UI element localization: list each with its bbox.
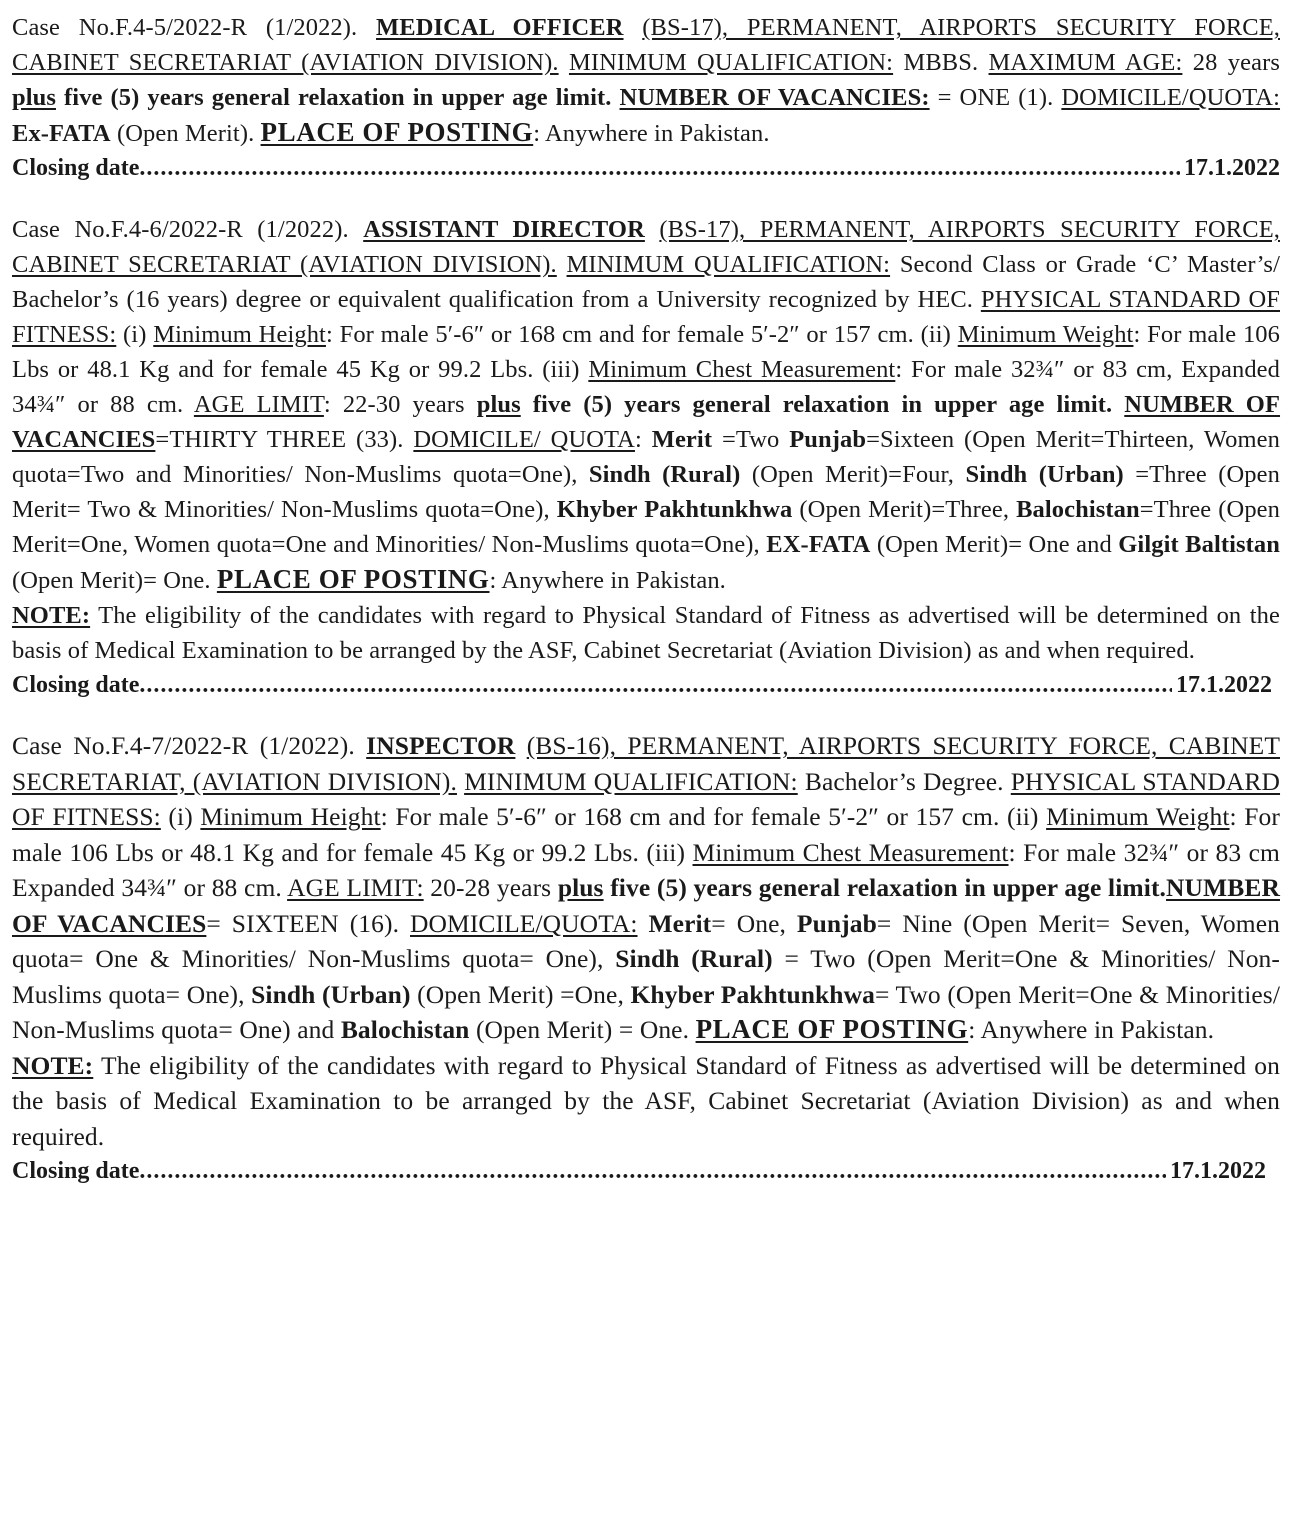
chest-label: Minimum Chest Measurement [588,356,896,383]
min-qualification: Bachelor’s Degree. [804,766,1004,796]
closing-date-label: Closing date [12,155,140,181]
min-qualification: MBBS. [903,49,979,76]
vacancies-label: NUMBER OF VACANCIES: [619,84,930,111]
case-inspector [12,728,1280,1188]
quota-kp: (Open Merit)=Three, [799,496,1010,523]
quota-balochistan-label: Balochistan [1016,496,1140,523]
fitness-item-i: (i) [123,321,147,348]
plus-label: plus [12,84,56,111]
quota-gb-label: Gilgit Baltistan [1118,531,1281,558]
quota-sindh-urban-label: Sindh (Urban) [251,979,411,1009]
weight: : For male 106 Lbs or 48.1 Kg and for female 45 Kg or 99.2 Lbs. (iii) [12,321,1280,383]
quota-sindh-rural: = Two (Open Merit=One & Minorities/ Non-Muslims quota= One), [12,944,1280,1009]
domicile-region: Ex-FATA [12,120,111,147]
leader-dots [139,1154,1166,1188]
closing-date: 17.1.2022 [1184,155,1280,181]
quota-merit: = One, [711,908,786,938]
quota-merit: =Two [721,426,780,453]
case-body [12,10,1280,151]
min-qualification-label: MINIMUM QUALIFICATION: [566,251,891,278]
case-reference: Case No.F.4-6/2022-R (1/2022). [12,216,349,243]
quota-exfata: (Open Merit)= One and [876,531,1112,558]
height: : For male 5′-6″ or 168 cm and for female 5′-2″ or 157 cm. (ii) [380,802,1039,831]
fitness-label: PHYSICAL STANDARD OF FITNESS: [12,286,1280,348]
quota-kp-label: Khyber Pakhtunkhwa [556,496,793,523]
weight-label: Minimum Weight [1046,802,1230,831]
vacancies: = ONE (1). [937,84,1054,111]
quota-sindh-urban: =Three (Open Merit= Two & Minorities/ Non-Muslims quota=One), [12,461,1280,523]
weight: : For male 106 Lbs or 48.1 Kg and for female 45 Kg or 99.2 Lbs. (iii) [12,802,1280,867]
min-qualification: Second Class or Grade ‘C’ Master’s/ Bachelor’s (16 years) degree or equivalent qualification from a University recognized by HEC. [12,251,1280,313]
closing-date-line [12,1154,1280,1188]
closing-date: 17.1.2022 [1170,1158,1266,1184]
quota-sindh-urban: (Open Merit) =One, [417,979,624,1009]
quota-sindh-rural-label: Sindh (Rural) [588,461,741,488]
vacancies-label: NUMBER OF VACANCIES [12,391,1281,453]
quota-kp-label: Khyber Pakhtunkhwa [630,979,875,1009]
age-limit-label: AGE LIMIT [193,391,324,418]
post-title: MEDICAL OFFICER [376,14,624,41]
posting-label: PLACE OF POSTING [216,564,490,594]
note-text: The eligibility of the candidates with regard to Physical Standard of Fitness as advertised will be determined on the basis of Medical Examination to be arranged by the ASF, Cabinet Secretariat (Aviation Division) as and when required. [12,1050,1281,1151]
plus-label: plus [476,391,521,418]
post-title: INSPECTOR [366,731,516,760]
quota-kp: = Two (Open Merit=One & Minorities/ Non-Muslims quota= One) and [12,979,1281,1044]
age-limit: 20-28 years [430,873,552,902]
quota-punjab: =Sixteen (Open Merit=Thirteen, Women quota=Two and Minorities/ Non-Muslims quota=One), [12,426,1280,488]
height: : For male 5′-6″ or 168 cm and for female 5′-2″ or 157 cm. (ii) [325,321,951,348]
posting-label: PLACE OF POSTING [695,1014,969,1044]
quota-merit-label: Merit [648,908,712,938]
post-details: (BS-17), PERMANENT, AIRPORTS SECURITY FORCE, CABINET SECRETARIAT (AVIATION DIVISION). [12,216,1280,278]
quota-punjab: = Nine (Open Merit= Seven, Women quota= One & Minorities/ Non-Muslims quota= One), [12,908,1280,973]
quota-balochistan: =Three (Open Merit=One, Women quota=One and Minorities/ Non-Muslims quota=One), [12,496,1281,558]
max-age-label: MAXIMUM AGE: [988,49,1183,76]
case-reference: Case No.F.4-7/2022-R (1/2022). [12,731,355,760]
domicile-label: DOMICILE/QUOTA: [1061,84,1281,111]
height-label: Minimum Height [200,802,381,831]
height-label: Minimum Height [153,321,326,348]
domicile-label: DOMICILE/ QUOTA [413,426,635,453]
closing-date: 17.1.2022 [1176,672,1272,698]
chest-label: Minimum Chest Measurement [692,837,1009,867]
quota-punjab-label: Punjab [789,426,867,453]
note-text: The eligibility of the candidates with regard to Physical Standard of Fitness as advertised will be determined on the basis of Medical Examination to be arranged by the ASF, Cabinet Secretariat (Aviation Division) as and when required. [12,602,1280,664]
quota-balochistan: (Open Merit) = One. [475,1015,690,1044]
closing-date-label: Closing date [12,672,140,698]
case-assistant-director [12,212,1280,702]
fitness-label: PHYSICAL STANDARD OF FITNESS: [12,766,1281,831]
plus-label: plus [557,873,604,902]
quota-balochistan-label: Balochistan [340,1015,470,1044]
closing-date-label: Closing date [12,1158,140,1184]
quota-sindh-urban-label: Sindh (Urban) [965,461,1124,488]
quota-punjab-label: Punjab [796,908,877,938]
note-paragraph [12,1048,1280,1155]
min-qualification-label: MINIMUM QUALIFICATION: [568,49,894,76]
vacancies: =THIRTY THREE (33). [155,426,404,453]
domicile-label: DOMICILE/QUOTA: [410,908,638,938]
posting: : Anywhere in Pakistan. [968,1015,1215,1044]
vacancies-label: NUMBER OF VACANCIES [12,873,1280,938]
case-reference: Case No.F.4-5/2022-R (1/2022). [12,14,358,41]
quota-sindh-rural-label: Sindh (Rural) [615,944,773,973]
chest: : For male 32¾″ or 83 cm Expanded 34¾″ or 88 cm. [12,837,1280,902]
max-age: 28 years [1192,49,1280,76]
posting: : Anywhere in Pakistan. [533,120,770,147]
note-label: NOTE: [12,1050,94,1080]
fitness-item-i: (i) [168,802,193,831]
post-details: (BS-16), PERMANENT, AIRPORTS SECURITY FORCE, CABINET SECRETARIAT, (AVIATION DIVISION). [12,731,1280,796]
closing-date-line [12,668,1280,702]
vacancies: = SIXTEEN (16). [206,908,400,938]
case-medical-officer [12,10,1280,185]
posting-label: PLACE OF POSTING [260,117,534,147]
quota-merit-label: Merit [651,426,713,453]
note-paragraph [12,598,1280,668]
age-relaxation: five (5) years general relaxation in upper age limit. [532,391,1113,418]
age-limit-label: AGE LIMIT: [287,873,424,902]
quota-gb: (Open Merit)= One. [12,567,211,594]
domicile-detail: (Open Merit). [116,120,255,147]
leader-dots [139,151,1180,185]
posting: : Anywhere in Pakistan. [489,567,726,594]
chest: : For male 32¾″ or 83 cm, Expanded 34¾″ or 88 cm. [12,356,1280,418]
post-title: ASSISTANT DIRECTOR [363,216,645,243]
note-label: NOTE: [12,602,91,629]
age-relaxation: five (5) years general relaxation in upper age limit. [64,84,612,111]
quota-exfata-label: EX-FATA [766,531,871,558]
age-limit: : 22-30 years [323,391,465,418]
case-body [12,728,1280,1048]
min-qualification-label: MINIMUM QUALIFICATION: [464,766,798,796]
post-details: (BS-17), PERMANENT, AIRPORTS SECURITY FORCE, CABINET SECRETARIAT (AVIATION DIVISION). [12,14,1280,76]
weight-label: Minimum Weight [957,321,1134,348]
closing-date-line [12,151,1280,185]
case-body: Case No.F.4-6/2022-R (1/2022). ASSISTANT DIRECTOR (BS-17), PERMANENT, AIRPORTS SECURITY FORCE, CABINET SECRETARIAT (AVIATION DIVISION). MINIMUM QUALIFICATION: Second Class or Grade ‘C’ Master’s/ Bachelor’s (16 years) degree or equivalent qualification from a University recognized by HEC. PHYSICAL STANDARD OF FITNESS: (i) Minimum Height: For male 5′-6″ or 168 cm and for female 5′-2″ or 157 cm. (ii) Minimum Weight: For male 106 Lbs or 48.1 Kg and for female 45 Kg or 99.2 Lbs. (iii) Minimum Chest Measurement: For male 32¾″ or 83 cm, Expanded 34¾″ or 88 cm. AGE LIMIT: 22-30 years plus five (5) years general relaxation in upper age limit. NUMBER OF VACANCIES=THIRTY THREE (33). DOMICILE/ QUOTA: Merit =Two Punjab=Sixteen (Open Merit=Thirteen, Women quota=Two and Minorities/ Non-Muslims quota=One), Sindh (Rural) (Open Merit)=Four, Sindh (Urban) =Three (Open Merit= Two & Minorities/ Non-Muslims quota=One), Khyber Pakhtunkhwa (Open Merit)=Three, Balochistan=Three (Open Merit=One, Women quota=One and Minorities/ Non-Muslims quota=One), EX-FATA (Open Merit)= One and Gilgit Baltistan (Open Merit)= One. PLACE OF POSTING: Anywhere in Pakistan. [12,216,1281,594]
leader-dots [139,668,1172,702]
age-relaxation: five (5) years general relaxation in upper age limit. [610,873,1167,902]
quota-sindh-rural: (Open Merit)=Four, [751,461,955,488]
